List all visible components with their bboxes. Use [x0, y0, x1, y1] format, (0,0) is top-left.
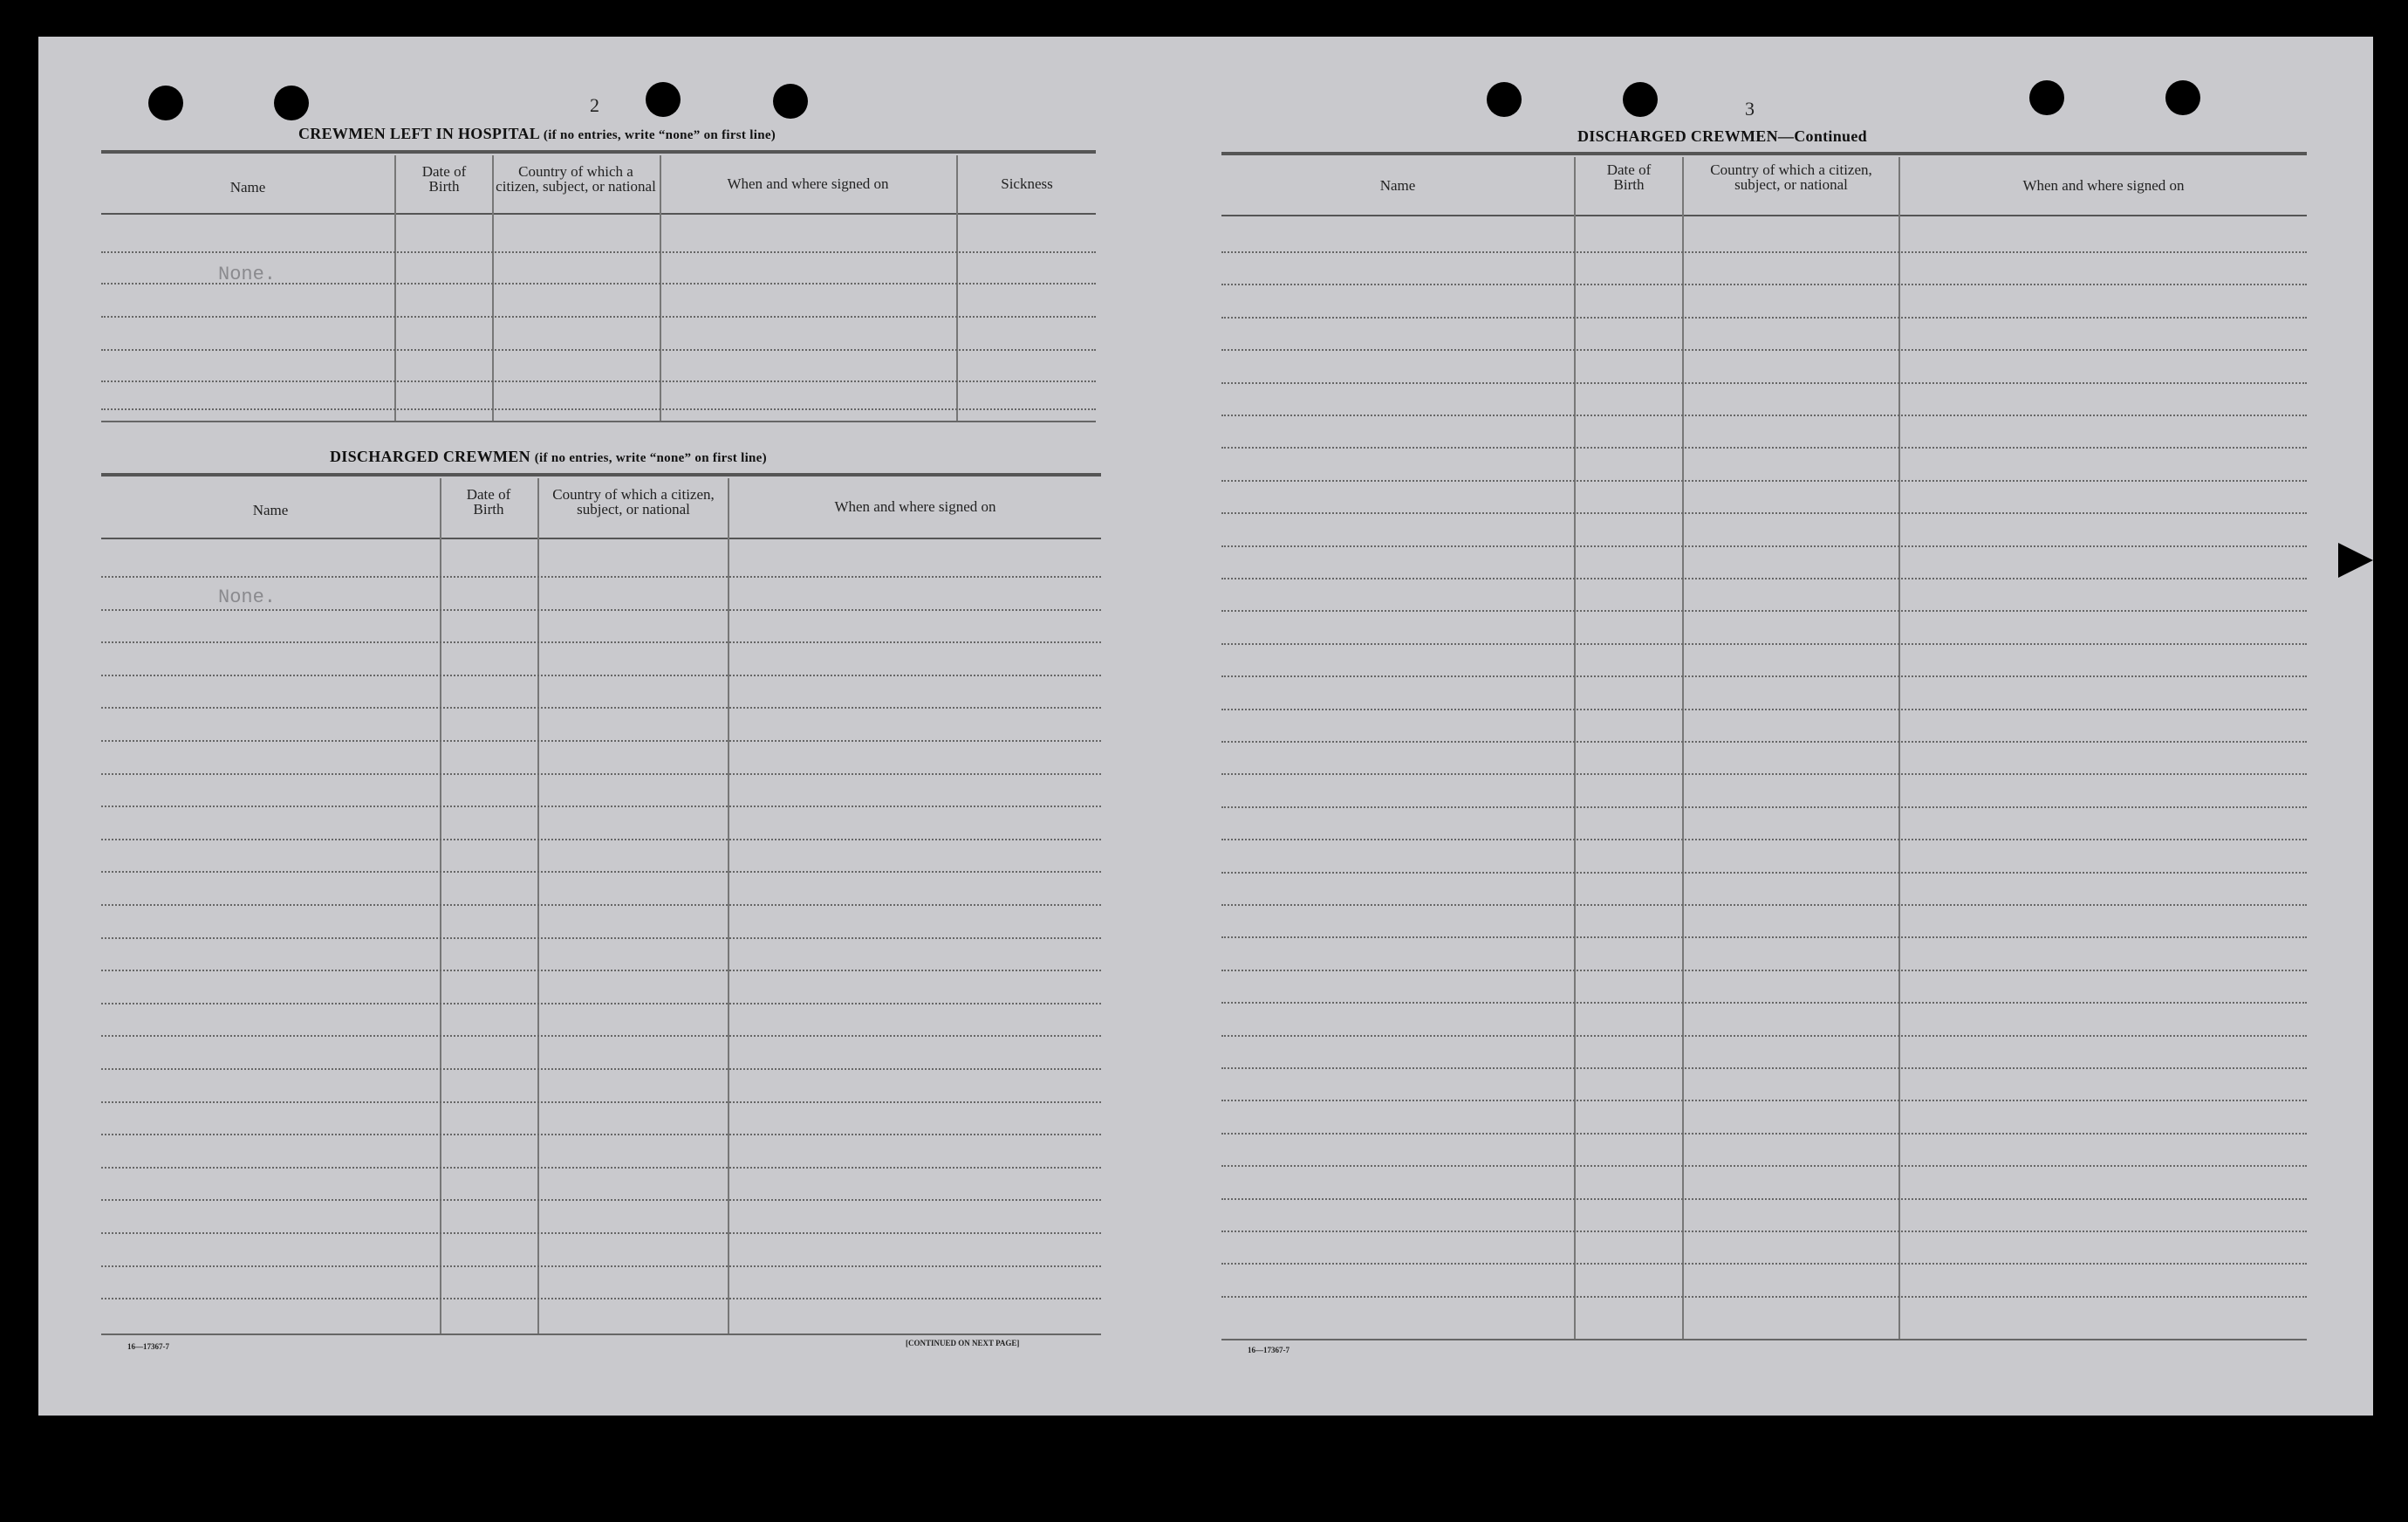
hospital-title-note: (if no entries, write “none” on first line): [543, 128, 776, 142]
continued-note: [CONTINUED ON NEXT PAGE]: [906, 1339, 1020, 1347]
entry-line: [101, 1101, 1101, 1103]
column-header-country: Country of which a citizen, subject, or national: [1710, 161, 1872, 193]
table-header-rule: [101, 213, 1096, 215]
sheet-notch: [2338, 543, 2373, 578]
hospital-table: [101, 150, 1096, 422]
entry-line: [1221, 1133, 2307, 1135]
entry-line: [1221, 872, 2307, 874]
discharged-entry: None.: [218, 586, 277, 608]
entry-line: [101, 806, 1101, 807]
entry-line: [101, 1298, 1101, 1299]
entry-line: [101, 408, 1096, 410]
entry-line: [101, 740, 1101, 742]
hospital-section-title: [298, 125, 776, 143]
entry-line: [101, 641, 1101, 643]
entry-line: [101, 1003, 1101, 1004]
table-bottom-rule: [101, 421, 1096, 422]
entry-line: [101, 773, 1101, 775]
entry-line: [101, 576, 1101, 578]
column-divider: [1898, 157, 1900, 1340]
column-header-country: Country of which a citizen, subject, or national: [552, 486, 715, 518]
entry-line: [101, 937, 1101, 939]
column-header-date-of-birth: Date of Birth: [421, 163, 467, 195]
entry-line: [101, 1199, 1101, 1201]
column-header-date-of-birth: Date of Birth: [1606, 161, 1652, 193]
entry-line: [101, 1167, 1101, 1169]
entry-line: [101, 871, 1101, 873]
entry-line: [1221, 415, 2307, 416]
punch-hole: [274, 86, 309, 120]
column-header-name: Name: [1379, 177, 1416, 194]
entry-line: [1221, 349, 2307, 351]
entry-line: [1221, 643, 2307, 645]
column-divider: [537, 478, 539, 1335]
column-header-date-of-birth: Date of Birth: [466, 486, 511, 518]
entry-line: [1221, 610, 2307, 612]
entry-line: [1221, 675, 2307, 677]
punch-hole: [2165, 80, 2200, 115]
entry-line: [101, 380, 1096, 382]
table-bottom-rule: [1221, 1339, 2307, 1340]
entry-line: [101, 316, 1096, 318]
discharged-title-note: (if no entries, write “none” on first line): [534, 451, 767, 465]
form-number-left: 16—17367-7: [127, 1342, 169, 1351]
column-header-name: Name: [252, 502, 289, 518]
table-top-rule: [1221, 152, 2307, 155]
column-header-signed-on: When and where signed on: [834, 498, 996, 515]
entry-line: [1221, 578, 2307, 579]
entry-line: [1221, 773, 2307, 775]
entry-line: [1221, 936, 2307, 938]
entry-line: [1221, 1067, 2307, 1069]
entry-line: [1221, 545, 2307, 547]
column-divider: [492, 155, 494, 422]
column-header-sickness: Sickness: [1001, 175, 1053, 192]
entry-line: [1221, 1002, 2307, 1004]
punch-hole: [1623, 82, 1658, 117]
hospital-entry: None.: [218, 264, 277, 285]
discharged-section-title: [330, 448, 767, 466]
entry-line: [1221, 284, 2307, 285]
table-top-rule: [101, 473, 1101, 476]
entry-line: [1221, 806, 2307, 808]
entry-line: [101, 839, 1101, 840]
column-divider: [660, 155, 661, 422]
page-number-right: 3: [1745, 98, 1755, 120]
punch-hole: [148, 86, 183, 120]
column-divider: [956, 155, 958, 422]
discharged-title-text: DISCHARGED CREWMEN: [330, 448, 530, 465]
page-number-left: 2: [590, 94, 599, 116]
entry-line: [1221, 741, 2307, 743]
entry-line: [101, 349, 1096, 351]
entry-line: [1221, 839, 2307, 840]
entry-line: [1221, 1263, 2307, 1265]
column-header-country: Country of which a citizen, subject, or national: [496, 163, 656, 195]
entry-line: [1221, 317, 2307, 319]
entry-line: [1221, 1231, 2307, 1232]
punch-hole: [1487, 82, 1522, 117]
table-header-rule: [101, 538, 1101, 539]
entry-line: [101, 970, 1101, 971]
column-divider: [1682, 157, 1684, 1340]
entry-line: [101, 675, 1101, 676]
entry-line: [1221, 1198, 2307, 1200]
table-bottom-rule: [101, 1333, 1101, 1335]
form-number-right: 16—17367-7: [1248, 1346, 1290, 1354]
entry-line: [101, 904, 1101, 906]
column-divider: [440, 478, 441, 1335]
column-divider: [1574, 157, 1576, 1340]
entry-line: [101, 1265, 1101, 1267]
entry-line: [1221, 1100, 2307, 1101]
entry-line: [1221, 1035, 2307, 1037]
entry-line: [1221, 480, 2307, 482]
entry-line: [101, 1035, 1101, 1037]
column-header-signed-on: When and where signed on: [727, 175, 889, 192]
column-header-signed-on: When and where signed on: [2022, 177, 2185, 194]
entry-line: [101, 1068, 1101, 1070]
discharged-continued-table: [1221, 152, 2307, 1340]
entry-line: [101, 707, 1101, 709]
entry-line: [1221, 709, 2307, 710]
table-header-rule: [1221, 215, 2307, 216]
entry-line: [1221, 1296, 2307, 1298]
entry-line: [1221, 904, 2307, 906]
table-top-rule: [101, 150, 1096, 154]
entry-line: [1221, 382, 2307, 384]
entry-line: [1221, 251, 2307, 253]
hospital-title-text: CREWMEN LEFT IN HOSPITAL: [298, 125, 540, 142]
entry-line: [101, 1232, 1101, 1234]
column-divider: [394, 155, 396, 422]
discharged-table: [101, 473, 1101, 1335]
entry-line: [101, 1134, 1101, 1135]
column-divider: [728, 478, 729, 1335]
discharged-continued-title: DISCHARGED CREWMEN—Continued: [1577, 127, 1867, 145]
column-header-name: Name: [229, 179, 266, 195]
entry-line: [101, 609, 1101, 611]
punch-hole: [646, 82, 681, 117]
punch-hole: [773, 84, 808, 119]
punch-hole: [2029, 80, 2064, 115]
entry-line: [1221, 970, 2307, 971]
entry-line: [1221, 512, 2307, 514]
entry-line: [1221, 1165, 2307, 1167]
entry-line: [1221, 447, 2307, 449]
entry-line: [101, 251, 1096, 253]
